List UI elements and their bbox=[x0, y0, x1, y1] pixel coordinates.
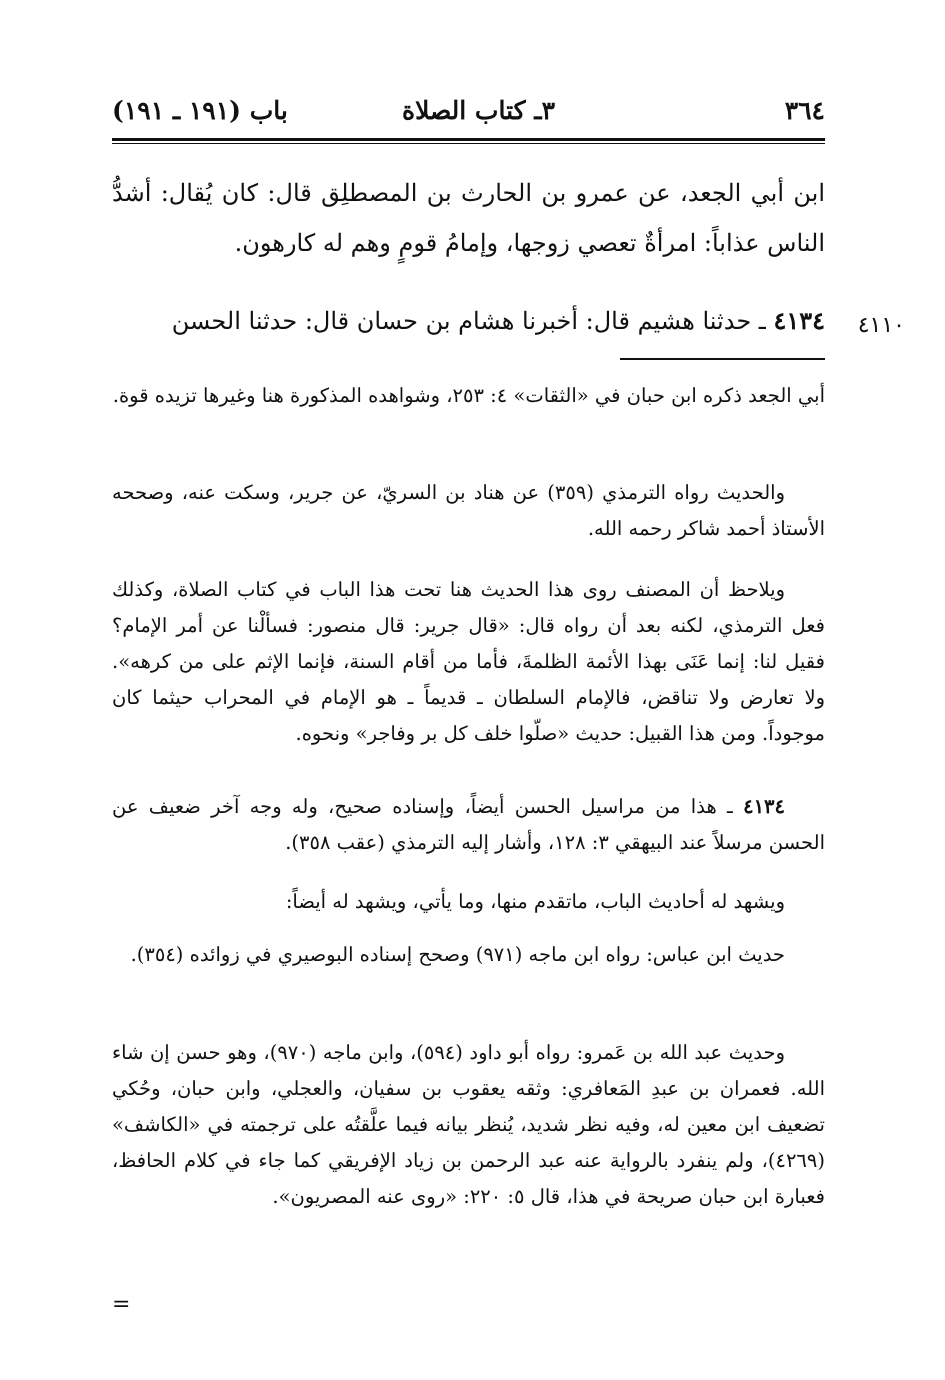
page-header bbox=[112, 92, 825, 132]
footnote-paragraph-4-text: ـ هذا من مراسيل الحسن أيضاً، وإسناده صحيح، وله وجه آخر ضعيف عن الحسن مرسلاً عند البيهقي ٣: ١٢٨، وأشار إليه الترمذي (عقب ٣٥٨). bbox=[112, 795, 825, 854]
footnote-paragraph-1: أبي الجعد ذكره ابن حبان في «الثقات» ٤: ٢٥٣، وشواهده المذكورة هنا وغيرها تزيده قوة. bbox=[112, 384, 825, 407]
footnote-paragraph-7: وحديث عبد الله بن عَمرو: رواه أبو داود (٥٩٤)، وابن ماجه (٩٧٠)، وهو حسن إن شاء الله. فعمران بن عبدِ المَعافري: وثقه يعقوب بن سفيان، والعجلي، وابن حبان، وحُكي تضعيف ابن معين له، وفيه نظر شديد، يُنظر بيانه فيما علَّقتُه على ترجمته في «الكاشف» (٤٢٦٩)، ولم ينفرد بالرواية عنه عبد الرحمن بن زياد الإفريقي كما جاء في كلام الحافظ، فعبارة ابن حبان صريحة في هذا، قال ٥: ٢٢٠: «روى عنه المصريون». bbox=[112, 1041, 825, 1208]
header-rule bbox=[112, 138, 825, 144]
book-title: ٣ـ كتاب الصلاة bbox=[401, 96, 555, 125]
footnote-paragraph-3: ويلاحظ أن المصنف روى هذا الحديث هنا تحت هذا الباب في كتاب الصلاة، وكذلك فعل الترمذي، لكنه بعد أن رواه قال: «قال جرير: قال منصور: فسألْنا عن أمر الإمام؟ فقيل لنا: إنما عَنَى بهذا الأئمة الظلمةَ، فأما من أقام السنة، فإنما الإثم على من كرهه». ولا تعارض ولا تناقض، فالإمام السلطان ـ قديماً ـ هو الإمام في المحراب حيثما كان موجوداً. ومن هذا القبيل: حديث «صلّوا خلف كل بر وفاجر» ونحوه. bbox=[112, 578, 825, 745]
hadith-number: ٤١٣٤ bbox=[773, 306, 825, 335]
page-number: ٣٦٤ bbox=[784, 96, 825, 125]
footnote-paragraph-2: والحديث رواه الترمذي (٣٥٩) عن هناد بن السريّ، عن جرير، وسكت عنه، وصححه الأستاذ أحمد شاكر رحمه الله. bbox=[112, 481, 825, 540]
footnote-paragraph-6: حديث ابن عباس: رواه ابن ماجه (٩٧١) وصحح إسناده البوصيري في زوائده (٣٥٤). bbox=[130, 943, 785, 966]
chapter-title: باب (١٩١ ـ ١٩١) bbox=[112, 96, 288, 125]
footnote-separator bbox=[620, 358, 825, 360]
footnote-paragraph-5: ويشهد له أحاديث الباب، ماتقدم منها، وما يأتي، ويشهد له أيضاً: bbox=[285, 890, 785, 913]
continuation-mark: = bbox=[112, 1292, 131, 1317]
main-text-paragraph: ابن أبي الجعد، عن عمرو بن الحارث بن المصطلِق قال: كان يُقال: أشدُّ الناس عذاباً: امرأةٌ تعصي زوجها، وإمامُ قومٍ وهم له كارهون. bbox=[112, 179, 825, 257]
footnote-paragraph-4 bbox=[112, 789, 825, 861]
hadith-text: ـ حدثنا هشيم قال: أخبرنا هشام بن حسان قال: حدثنا الحسن bbox=[171, 307, 774, 335]
margin-reference-number: ٤١١٠ bbox=[857, 313, 905, 338]
hadith-paragraph bbox=[112, 296, 825, 346]
footnote-hadith-number: ٤١٣٤ bbox=[743, 795, 785, 818]
